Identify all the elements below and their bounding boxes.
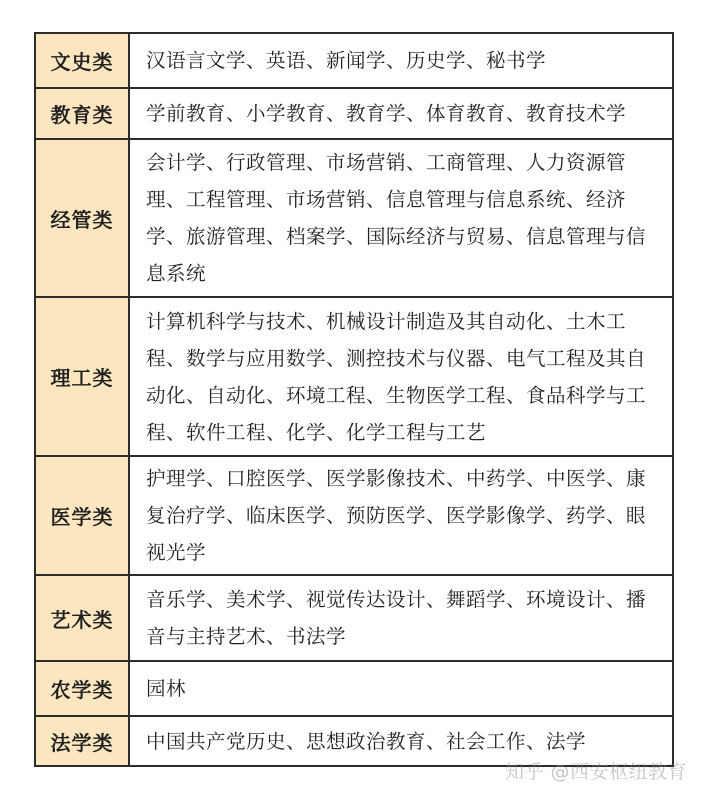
table-row <box>35 33 673 88</box>
majors-cell: 音乐学、美术学、视觉传达设计、舞蹈学、环境设计、播音与主持艺术、书法学 <box>129 575 673 661</box>
table-row <box>35 661 673 716</box>
category-cell: 经管类 <box>35 139 129 297</box>
category-cell: 教育类 <box>35 88 129 139</box>
category-cell: 医学类 <box>35 456 129 575</box>
zhihu-watermark: 知乎 @西安枢纽教育 <box>505 761 688 783</box>
table-row <box>35 575 673 661</box>
category-cell: 农学类 <box>35 661 129 716</box>
table-row <box>35 456 673 575</box>
table-row <box>35 139 673 297</box>
category-cell: 法学类 <box>35 716 129 766</box>
majors-cell: 护理学、口腔医学、医学影像技术、中药学、中医学、康复治疗学、临床医学、预防医学、医学影像学、药学、眼视光学 <box>129 456 673 575</box>
table-row <box>35 297 673 456</box>
majors-cell: 计算机科学与技术、机械设计制造及其自动化、土木工程、数学与应用数学、测控技术与仪器、电气工程及其自动化、自动化、环境工程、生物医学工程、食品科学与工程、软件工程、化学、化学工程与工艺 <box>129 297 673 456</box>
category-cell: 艺术类 <box>35 575 129 661</box>
majors-cell: 中国共产党历史、思想政治教育、社会工作、法学 <box>129 716 673 766</box>
majors-cell: 会计学、行政管理、市场营销、工商管理、人力资源管理、工程管理、市场营销、信息管理与信息系统、经济学、旅游管理、档案学、国际经济与贸易、信息管理与信息系统 <box>129 139 673 297</box>
majors-table <box>34 32 674 767</box>
table-row <box>35 88 673 139</box>
category-cell: 文史类 <box>35 33 129 88</box>
category-cell: 理工类 <box>35 297 129 456</box>
majors-cell: 汉语言文学、英语、新闻学、历史学、秘书学 <box>129 33 673 88</box>
majors-cell: 学前教育、小学教育、教育学、体育教育、教育技术学 <box>129 88 673 139</box>
majors-cell: 园林 <box>129 661 673 716</box>
